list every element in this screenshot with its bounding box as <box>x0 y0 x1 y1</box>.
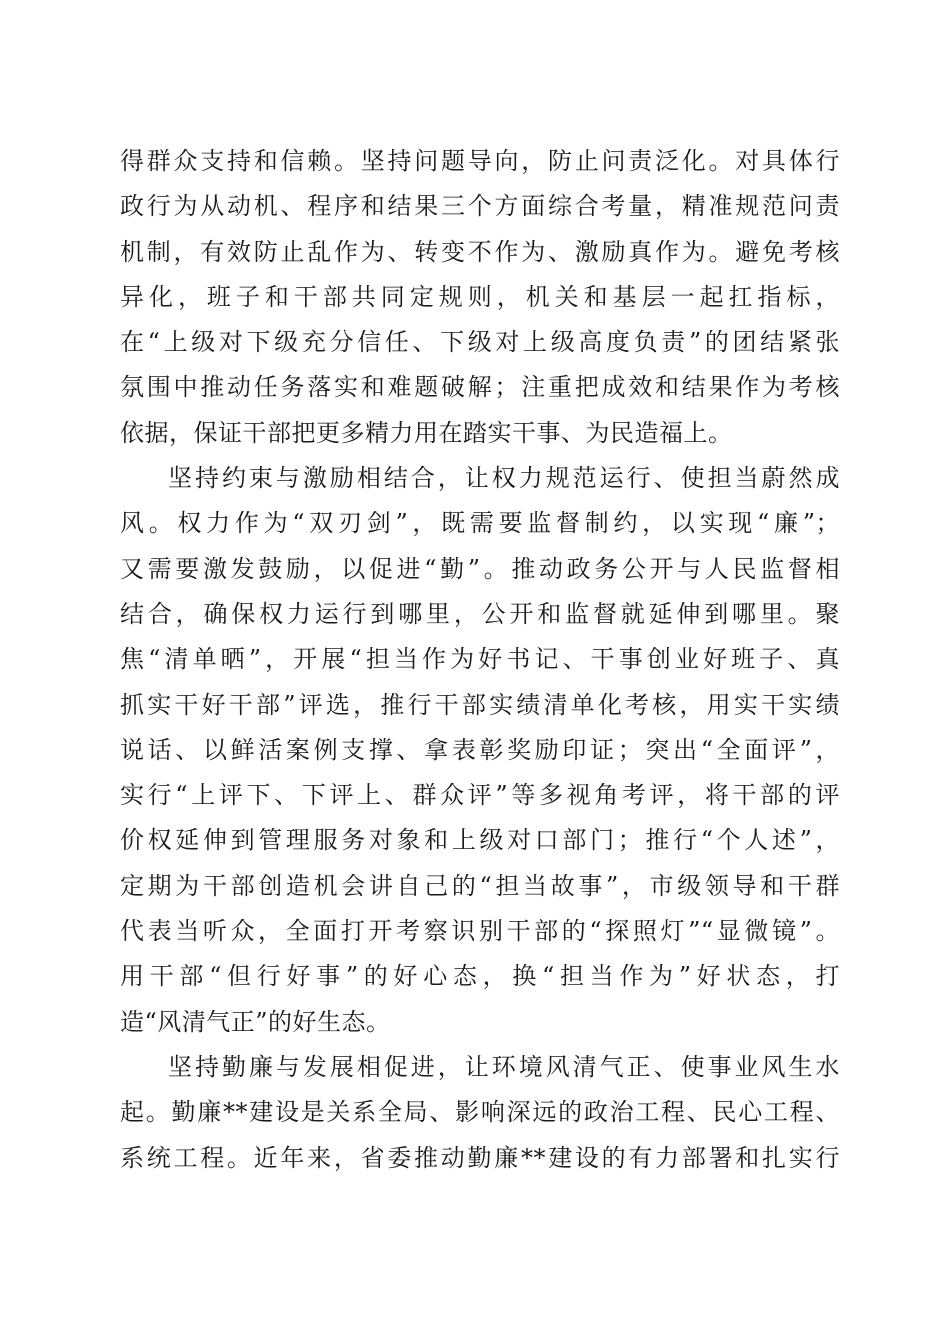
text-line: 异化，班子和干部共同定规则，机关和基层一起扛指标， <box>120 282 840 311</box>
body-text <box>120 139 840 1181</box>
text-line: 焦“清单晒”，开展“担当作为好书记、干事创业好班子、真 <box>120 645 840 674</box>
text-line: 代表当听众，全面打开考察识别干部的“探照灯”“显微镜”。 <box>120 917 840 946</box>
text-line: 用干部“但行好事”的好心态，换“担当作为”好状态，打 <box>120 962 840 991</box>
text-line: 得群众支持和信赖。坚持问题导向，防止问责泛化。对具体行 <box>120 147 840 175</box>
text-line: 氛围中推动任务落实和难题破解；注重把成效和结果作为考核 <box>120 373 840 402</box>
text-line: 结合，确保权力运行到哪里，公开和监督就延伸到哪里。聚 <box>120 599 840 628</box>
text-line: 价权延伸到管理服务对象和上级对口部门；推行“个人述”， <box>120 826 840 855</box>
text-line: 又需要激发鼓励，以促进“勤”。推动政务公开与人民监督相 <box>120 554 840 583</box>
text-line: 起。勤廉**建设是关系全局、影响深远的政治工程、民心工程、 <box>120 1098 840 1127</box>
paragraph-first-line: 坚持约束与激励相结合，让权力规范运行、使担当蔚然成 <box>168 464 840 493</box>
text-line: 政行为从动机、程序和结果三个方面综合考量，精准规范问责 <box>120 192 840 221</box>
text-line: 风。权力作为“双刃剑”，既需要监督制约，以实现“廉”； <box>120 509 840 538</box>
text-line: 机制，有效防止乱作为、转变不作为、激励真作为。避免考核 <box>120 237 840 266</box>
text-line: 实行“上评下、下评上、群众评”等多视角考评，将干部的评 <box>120 781 840 810</box>
text-line: 在“上级对下级充分信任、下级对上级高度负责”的团结紧张 <box>120 328 840 357</box>
text-line: 依据，保证干部把更多精力用在踏实干事、为民造福上。 <box>120 418 733 447</box>
text-line: 造“风清气正”的好生态。 <box>120 1007 391 1036</box>
text-line: 说话、以鲜活案例支撑、拿表彰奖励印证；突出“全面评”， <box>120 735 840 764</box>
text-line: 抓实干好干部”评选，推行干部实绩清单化考核，用实干实绩 <box>120 690 840 719</box>
paragraph-first-line: 坚持勤廉与发展相促进，让环境风清气正、使事业风生水 <box>168 1052 840 1081</box>
text-line: 系统工程。近年来，省委推动勤廉**建设的有力部署和扎实行 <box>120 1143 840 1172</box>
text-line: 定期为干部创造机会讲自己的“担当故事”，市级领导和干群 <box>120 871 840 900</box>
